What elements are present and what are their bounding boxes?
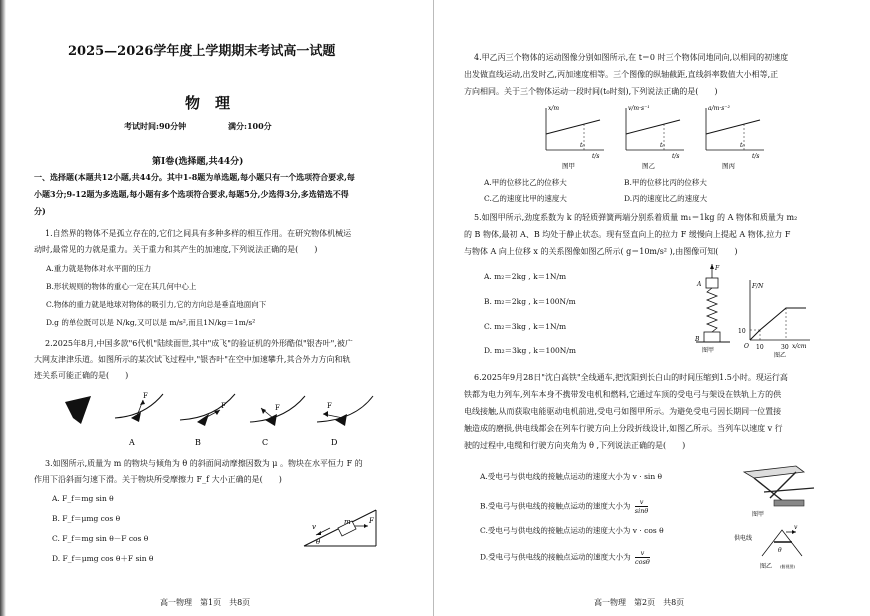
q2-option-b-figure <box>180 394 235 447</box>
label-a: A <box>129 438 135 447</box>
page-1 <box>0 0 434 616</box>
fraction-d-num: v <box>635 549 650 558</box>
subject-title: 物 理 <box>185 94 231 112</box>
svg-text:10: 10 <box>756 344 764 351</box>
exam-title: 2025—2026学年度上学期期末考试高一试题 <box>68 44 336 59</box>
svg-text:图甲: 图甲 <box>702 347 715 354</box>
label-c: C <box>262 438 269 447</box>
svg-text:t₀: t₀ <box>580 142 585 149</box>
svg-text:图乙: 图乙 <box>760 563 773 570</box>
section-title: 第Ⅰ卷(选择题,共44分) <box>152 157 244 167</box>
q3-option-c[interactable]: C. F_f＝mg sin θ－F cos θ <box>52 534 149 543</box>
scan-edge <box>0 0 6 616</box>
question-2-text: 2.2025年8月,中国多款"6代机"陆续面世,其中"成飞"的验证机的外形酷似"银杏叶",被广 <box>45 339 353 348</box>
velocity-label: v <box>312 523 316 531</box>
svg-text:图丙: 图丙 <box>722 162 735 170</box>
page-2 <box>434 0 870 616</box>
q5-option-b[interactable]: B. m₂＝2kg , k＝100N/m <box>484 297 576 306</box>
force-label-b: F <box>221 402 226 410</box>
svg-text:v/m·s⁻¹: v/m·s⁻¹ <box>628 105 650 112</box>
fraction-d <box>635 549 650 566</box>
question-1-text: 动时,最常见的力就是重力。关于重力和其产生的加速度,下列说法正确的是( ) <box>34 245 318 254</box>
q2-option-d-figure <box>317 396 373 447</box>
fraction-d-den: cosθ <box>635 558 650 566</box>
q2-option-c-figure <box>250 396 305 447</box>
q6-option-a[interactable]: A.受电弓与供电线的接触点运动的速度大小为 v · sin θ <box>480 472 663 481</box>
force-label-d: F <box>327 402 332 410</box>
question-5-text: 的 B 物体,最初 A、B 均处于静止状态。现有竖直向上的拉力 F 缓慢向上提起 A 物体,拉力 F <box>464 230 791 239</box>
force-displacement-graph <box>738 280 810 358</box>
question-5-text: 5.如图甲所示,劲度系数为 k 的轻质弹簧两端分别系着质量 m₁＝1kg 的 A 物体和质量为 m₂ <box>474 213 798 222</box>
q1-option-c[interactable]: C.物体的重力就是地球对物体的吸引力,它的方向总是垂直地面向下 <box>46 300 267 309</box>
question-6-text: 驶的过程中,电缆和行驶方向夹角为 θ ,下列说法正确的是( ) <box>464 441 686 450</box>
spring-figure <box>694 264 730 354</box>
svg-text:t₀: t₀ <box>660 142 665 149</box>
q4-option-b[interactable]: B.甲的位移比丙的位移大 <box>624 178 707 187</box>
question-4-text: 出发做直线运动,出发时乙,丙加速度相等。三个图像的纵轴截距,直线斜率数值大小相等,正 <box>464 70 779 79</box>
q6-option-c[interactable]: C.受电弓与供电线的接触点运动的速度大小为 v · cos θ <box>480 526 664 535</box>
svg-text:A: A <box>697 281 702 288</box>
graph-jia <box>546 105 604 170</box>
fraction-b-den: sinθ <box>634 507 649 515</box>
question-6-text: 6.2025年9月28日"沈白高铁"全线通车,把沈阳到长白山的时间压缩到1.5小时。现运行高 <box>474 373 788 382</box>
exam-time: 考试时间:90分钟 <box>124 121 187 131</box>
exam-score: 满分:100分 <box>228 121 272 131</box>
force-label-c: F <box>275 404 280 412</box>
question-3-text: 3.如图所示,质量为 m 的物块与倾角为 θ 的斜面间动摩擦因数为 μ 。物块在水平恒力 F 的 <box>45 459 363 468</box>
q4-option-a[interactable]: A.甲的位移比乙的位移大 <box>484 178 567 187</box>
svg-text:θ: θ <box>778 547 782 554</box>
instruction-line: 一、选择题(本题共12小题,共44分。其中1-8题为单选题,每小题只有一个选项符合要求,每 <box>34 172 355 182</box>
mass-label: m <box>344 518 351 526</box>
svg-text:B: B <box>695 336 700 343</box>
q1-option-a[interactable]: A.重力就是物体对水平面的压力 <box>46 264 152 273</box>
question-2-text: 大网友津津乐道。如图所示的某次试飞过程中,"银杏叶"在空中加速攀升,其合外力方向和轨 <box>34 355 351 364</box>
graph-bing <box>706 105 764 170</box>
q3-option-b[interactable]: B. F_f＝μmg cos θ <box>52 514 121 523</box>
instruction-line: 小题3分;9-12题为多选题,每小题有多个选项符合要求,每题5分,少选得3分,多选错选不得 <box>34 189 349 199</box>
label-b: B <box>195 438 201 447</box>
q6-figures <box>734 462 844 572</box>
svg-text:图乙: 图乙 <box>774 352 787 358</box>
svg-text:t/s: t/s <box>672 153 680 160</box>
q6-option-d-text: D.受电弓与供电线的接触点运动的速度大小为 <box>480 552 631 562</box>
pantograph-figure <box>744 466 814 518</box>
q5-option-d[interactable]: D. m₂＝3kg , k＝100N/m <box>484 346 576 355</box>
q2-figure <box>55 388 385 450</box>
force-label-a: F <box>143 392 148 400</box>
svg-text:F: F <box>715 265 720 272</box>
question-6-text: 铁都为电力列车,列车本身不携带发电机和燃料,它通过车顶的受电弓与架设在铁轨上方的供 <box>464 390 782 399</box>
q1-option-d[interactable]: D.g 的单位既可以是 N/kg,又可以是 m/s²,而且1N/kg＝1m/s² <box>46 318 256 327</box>
q1-option-b[interactable]: B.形状规则的物体的重心一定在其几何中心上 <box>46 282 197 291</box>
svg-text:30: 30 <box>781 344 789 351</box>
svg-text:F/N: F/N <box>752 283 764 290</box>
svg-text:图乙: 图乙 <box>642 162 655 170</box>
svg-text:图甲: 图甲 <box>752 511 765 518</box>
q6-option-b-text: B.受电弓与供电线的接触点运动的速度大小为 <box>480 501 631 511</box>
question-5-text: 与物体 A 向上位移 x 的关系图像如图乙所示( g＝10m/s² ),由图像可知( ) <box>464 247 738 256</box>
svg-text:10: 10 <box>738 328 746 335</box>
question-4-text: 4.甲乙丙三个物体的运动图像分别如图所示,在 t＝0 时三个物体同地同向,以相同的初速度 <box>474 53 789 62</box>
label-d: D <box>331 438 338 447</box>
instruction-line: 分) <box>34 206 46 216</box>
svg-text:(俯视图): (俯视图) <box>780 564 796 569</box>
svg-text:t₀: t₀ <box>740 142 745 149</box>
svg-text:x/cm: x/cm <box>792 343 807 350</box>
question-3-text: 作用下沿斜面匀速下滑。关于物块所受摩擦力 F_f 大小正确的是( ) <box>34 475 282 484</box>
question-6-text: 触造成的磨损,供电线都会在列车行驶方向上分段折线设计,如图乙所示。当列车以速度 v 行 <box>464 424 783 433</box>
q6-option-b[interactable] <box>480 498 648 515</box>
q3-option-d[interactable]: D. F_f＝μmg cos θ＋F sin θ <box>52 554 154 563</box>
svg-text:t/s: t/s <box>592 153 600 160</box>
q3-option-a[interactable]: A. F_f＝mg sin θ <box>52 494 114 503</box>
svg-text:v: v <box>794 524 798 531</box>
svg-text:O: O <box>744 343 749 350</box>
svg-text:a/m·s⁻²: a/m·s⁻² <box>708 105 730 112</box>
fraction-b <box>635 498 649 515</box>
q4-option-c[interactable]: C.乙的速度比甲的速度大 <box>484 194 567 203</box>
q4-graphs <box>534 102 774 170</box>
svg-text:图甲: 图甲 <box>562 162 575 170</box>
q2-option-a-figure <box>115 392 163 447</box>
question-4-text: 方向相同。关于三个物体运动一段时间(t₀时刻),下列说法正确的是( ) <box>464 87 718 96</box>
footer-page-2: 高一物理 第2页 共8页 <box>594 598 685 607</box>
q5-figures <box>674 260 814 358</box>
q6-option-d[interactable] <box>480 549 650 566</box>
graph-yi <box>626 105 684 170</box>
question-6-text: 电线接触,从而获取电能驱动电机前进,受电弓如图甲所示。为避免受电弓因长期同一位置接 <box>464 407 782 416</box>
svg-text:t/s: t/s <box>752 153 760 160</box>
question-1-text: 1.自然界的物体不是孤立存在的,它们之间具有多种多样的相互作用。在研究物体机械运 <box>45 229 352 238</box>
question-2-text: 迹关系可能正确的是( ) <box>34 371 129 380</box>
q5-option-c[interactable]: C. m₂＝3kg , k＝1N/m <box>484 322 567 331</box>
fraction-b-num: v <box>635 498 649 507</box>
q3-incline-figure <box>300 502 380 552</box>
force-label: F <box>369 517 374 525</box>
footer-page-1: 高一物理 第1页 共8页 <box>160 598 251 607</box>
svg-text:供电线: 供电线 <box>734 535 753 542</box>
q5-option-a[interactable]: A. m₂＝2kg , k＝1N/m <box>484 272 567 281</box>
q4-option-d[interactable]: D.丙的速度比乙的速度大 <box>624 194 708 203</box>
svg-text:x/m: x/m <box>548 105 560 112</box>
angle-label: θ <box>316 538 321 546</box>
wire-topview-figure <box>734 524 802 570</box>
jet-silhouette-icon <box>65 396 91 424</box>
